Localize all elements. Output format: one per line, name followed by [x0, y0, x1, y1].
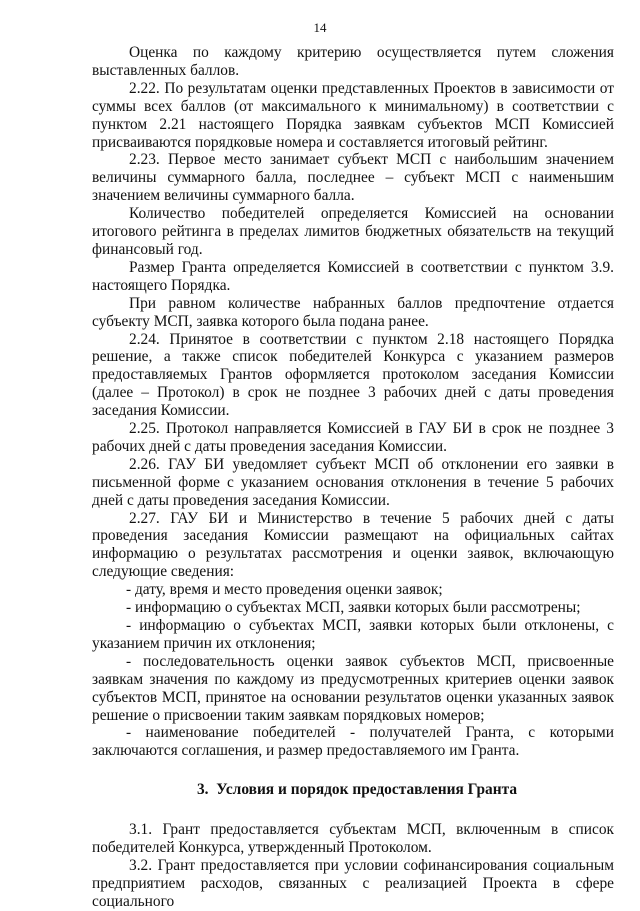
- list-item: - информацию о субъектах МСП, заявки которых были отклонены, с указанием причин их отклонения;: [92, 617, 614, 652]
- list-item: - информацию о субъектах МСП, заявки которых были рассмотрены;: [126, 599, 581, 617]
- paragraph-2-27: 2.27. ГАУ БИ и Министерство в течение 5 рабочих дней с даты проведения заседания Комиссии размещают на официальных сайтах информацию о результатах рассмотрения и оценки заявок, включающую следующие сведения:: [92, 509, 614, 581]
- paragraph-winners-count: Количество победителей определяется Комиссией на основании итогового рейтинга в пределах лимитов бюджетных обязательств на текущий финансовый год.: [92, 205, 614, 258]
- section-heading: [92, 781, 614, 799]
- page-number: 14: [313, 20, 327, 35]
- document-body: [92, 44, 614, 911]
- paragraph-3-1: 3.1. Грант предоставляется субъектам МСП, включенным в список победителей Конкурса, утвержденный Протоколом.: [92, 821, 614, 857]
- paragraph-2-23: 2.23. Первое место занимает субъект МСП с наибольшим значением величины суммарного балла, последнее – субъект МСП с наименьшим значением величины суммарного балла.: [92, 151, 614, 205]
- section-title: Условия и порядок предоставления Гранта: [216, 781, 518, 799]
- paragraph-grant-size: Размер Гранта определяется Комиссией в соответствии с пунктом 3.9. настоящего Порядка.: [92, 258, 614, 294]
- section-number: 3.: [196, 781, 209, 799]
- list-item: - наименование победителей - получателей Гранта, с которыми заключаются соглашения, и размер предоставляемого им Гранта.: [92, 724, 614, 760]
- paragraph-2-22: 2.22. По результатам оценки представленных Проектов в зависимости от суммы всех баллов (от максимального к минимальному) в соответствии с пунктом 2.21 настоящего Порядка заявкам субъектов МСП Комиссией присваиваются порядковые номера и составляется итоговый рейтинг.: [92, 79, 614, 151]
- list-item: - дату, время и место проведения оценки заявок;: [126, 581, 443, 599]
- paragraph-3-2: 3.2. Грант предоставляется при условии софинансирования социальным предприятием расходов, связанных с реализацией Проекта в сфере социального: [92, 856, 614, 910]
- paragraph-2-25: 2.25. Протокол направляется Комиссией в ГАУ БИ в срок не позднее 3 рабочих дней с даты проведения заседания Комиссии.: [92, 420, 614, 455]
- list-item: - последовательность оценки заявок субъектов МСП, присвоенные заявкам значения по каждому из предусмотренных критериев оценки заявок субъектов МСП, принятое на основании результатов оценки указанных заявок решение о присвоении таким заявкам порядковых номеров;: [92, 652, 614, 724]
- paragraph-scoring-sum: Оценка по каждому критерию осуществляется путем сложения выставленных баллов.: [92, 44, 614, 79]
- paragraph-2-24: 2.24. Принятое в соответствии с пунктом 2.18 настоящего Порядка решение, а также список победителей Конкурса с указанием размеров предоставляемых Грантов оформляется протоколом заседания Комиссии (далее – Протокол) в срок не позднее 3 рабочих дней с даты проведения заседания Комиссии.: [92, 330, 614, 420]
- paragraph-equal-score: При равном количестве набранных баллов предпочтение отдается субъекту МСП, заявка которого была подана ранее.: [92, 294, 614, 330]
- paragraph-2-26: 2.26. ГАУ БИ уведомляет субъект МСП об отклонении его заявки в письменной форме с указанием основания отклонения в течение 5 рабочих дней с даты проведения заседания Комиссии.: [92, 455, 614, 509]
